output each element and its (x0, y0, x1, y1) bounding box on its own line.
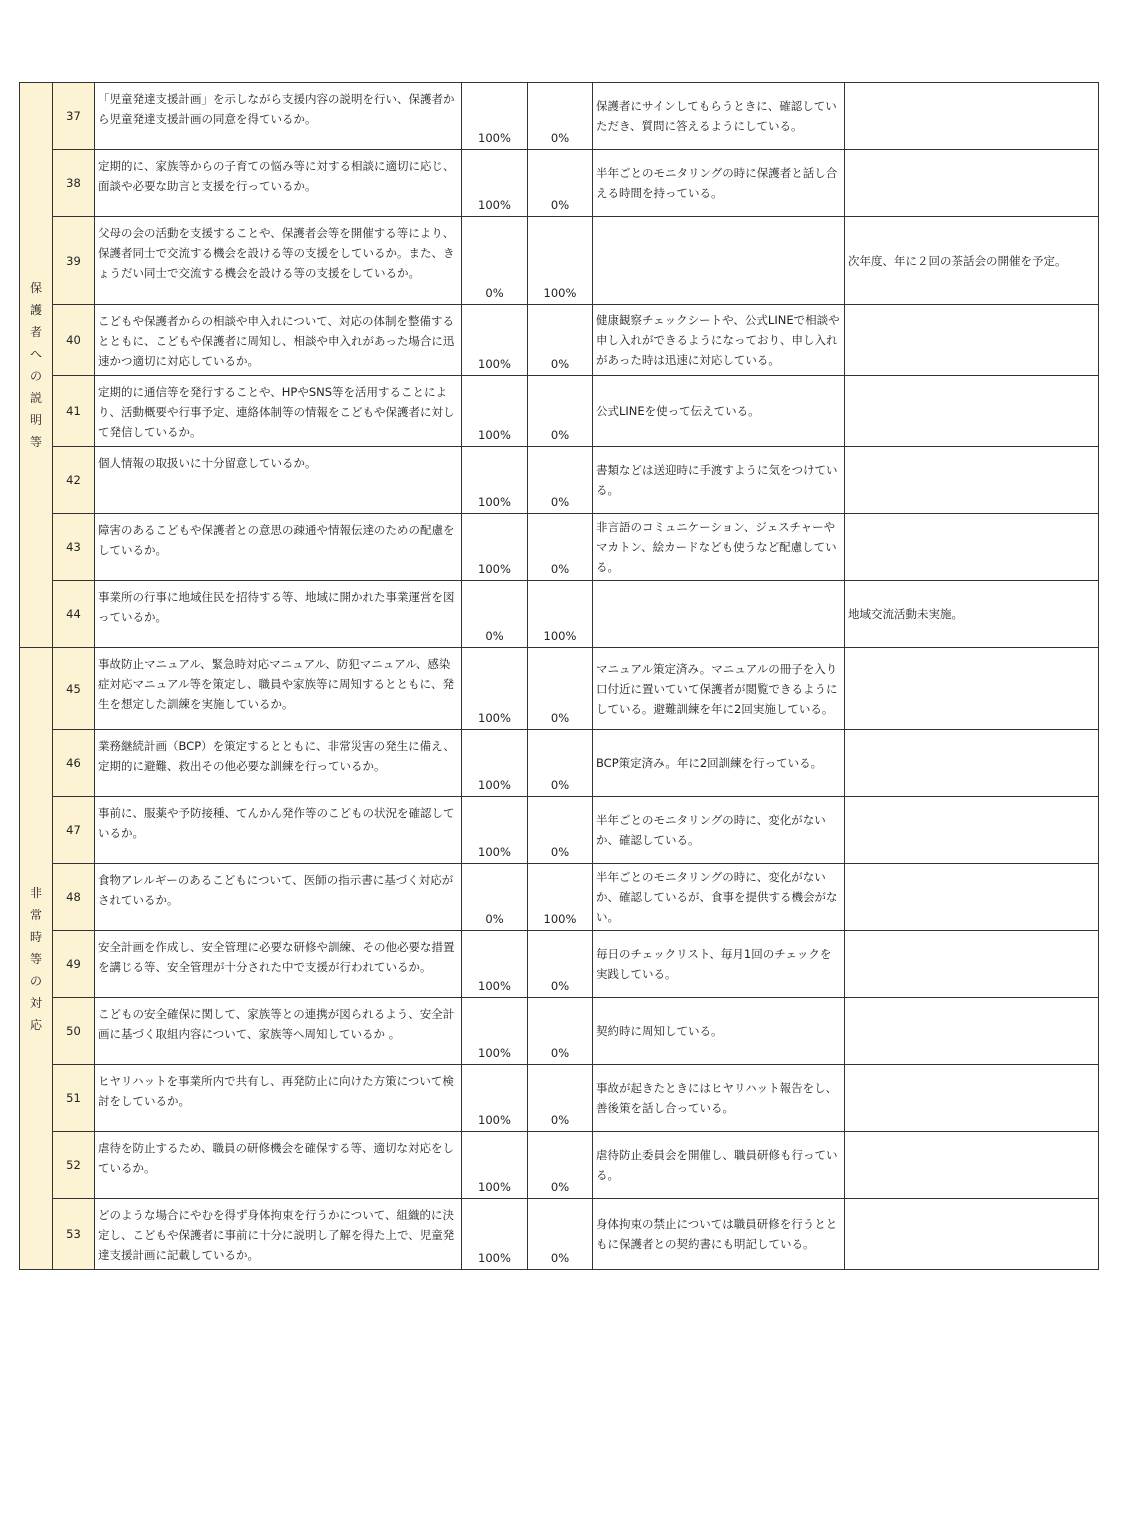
yes-percentage: 100% (462, 1065, 528, 1132)
status-note: 身体拘束の禁止については職員研修を行うとともに保護者との契約書にも明記している。 (593, 1199, 845, 1270)
item-number: 47 (53, 797, 95, 864)
item-number: 52 (53, 1132, 95, 1199)
improvement-plan (845, 514, 1099, 581)
improvement-plan (845, 797, 1099, 864)
improvement-plan (845, 305, 1099, 376)
no-percentage: 100% (528, 581, 593, 648)
table-row (20, 447, 1099, 514)
table-body (20, 83, 1099, 1270)
no-percentage: 0% (528, 1065, 593, 1132)
yes-percentage: 100% (462, 998, 528, 1065)
item-number: 43 (53, 514, 95, 581)
no-percentage: 0% (528, 797, 593, 864)
status-note: 半年ごとのモニタリングの時に、変化がないか、確認しているが、食事を提供する機会がない。 (593, 864, 845, 931)
improvement-plan (845, 83, 1099, 150)
improvement-plan (845, 447, 1099, 514)
improvement-plan: 地域交流活動未実施。 (845, 581, 1099, 648)
no-percentage: 0% (528, 305, 593, 376)
question-text: 個人情報の取扱いに十分留意しているか。 (95, 447, 462, 514)
yes-percentage: 100% (462, 931, 528, 998)
item-number: 42 (53, 447, 95, 514)
table-row (20, 150, 1099, 217)
no-percentage: 0% (528, 514, 593, 581)
table-row (20, 1199, 1099, 1270)
question-text: 定期的に、家族等からの子育ての悩み等に対する相談に適切に応じ、面談や必要な助言と支援を行っているか。 (95, 150, 462, 217)
no-percentage: 0% (528, 150, 593, 217)
status-note: 保護者にサインしてもらうときに、確認していただき、質問に答えるようにしている。 (593, 83, 845, 150)
status-note: 毎日のチェックリスト、毎月1回のチェックを実践している。 (593, 931, 845, 998)
item-number: 38 (53, 150, 95, 217)
question-text: 定期的に通信等を発行することや、HPやSNS等を活用することにより、活動概要や行事予定、連絡体制等の情報をこどもや保護者に対して発信しているか。 (95, 376, 462, 447)
question-text: 「児童発達支援計画」を示しながら支援内容の説明を行い、保護者から児童発達支援計画の同意を得ているか。 (95, 83, 462, 150)
item-number: 51 (53, 1065, 95, 1132)
no-percentage: 100% (528, 864, 593, 931)
table-row (20, 217, 1099, 305)
status-note (593, 217, 845, 305)
no-percentage: 0% (528, 376, 593, 447)
improvement-plan (845, 730, 1099, 797)
yes-percentage: 100% (462, 305, 528, 376)
table-row (20, 83, 1099, 150)
table-row (20, 1065, 1099, 1132)
category-cell (20, 648, 53, 1270)
question-text: 虐待を防止するため、職員の研修機会を確保する等、適切な対応をしているか。 (95, 1132, 462, 1199)
table-row (20, 998, 1099, 1065)
table-row (20, 648, 1099, 730)
improvement-plan (845, 998, 1099, 1065)
status-note (593, 581, 845, 648)
question-text: 事業所の行事に地域住民を招待する等、地域に開かれた事業運営を図っているか。 (95, 581, 462, 648)
item-number: 46 (53, 730, 95, 797)
no-percentage: 0% (528, 447, 593, 514)
yes-percentage: 100% (462, 1132, 528, 1199)
item-number: 39 (53, 217, 95, 305)
question-text: 事故防止マニュアル、緊急時対応マニュアル、防犯マニュアル、感染症対応マニュアル等を策定し、職員や家族等に周知するとともに、発生を想定した訓練を実施しているか。 (95, 648, 462, 730)
table-row (20, 931, 1099, 998)
yes-percentage: 100% (462, 83, 528, 150)
table-row (20, 305, 1099, 376)
category-cell (20, 83, 53, 648)
no-percentage: 100% (528, 217, 593, 305)
question-text: こどもや保護者からの相談や申入れについて、対応の体制を整備するとともに、こどもや保護者に周知し、相談や申入れがあった場合に迅速かつ適切に対応しているか。 (95, 305, 462, 376)
improvement-plan (845, 648, 1099, 730)
item-number: 53 (53, 1199, 95, 1270)
status-note: 書類などは送迎時に手渡すように気をつけている。 (593, 447, 845, 514)
item-number: 48 (53, 864, 95, 931)
no-percentage: 0% (528, 931, 593, 998)
status-note: 公式LINEを使って伝えている。 (593, 376, 845, 447)
improvement-plan (845, 376, 1099, 447)
improvement-plan (845, 864, 1099, 931)
improvement-plan: 次年度、年に２回の茶話会の開催を予定。 (845, 217, 1099, 305)
question-text: 障害のあるこどもや保護者との意思の疎通や情報伝達のための配慮をしているか。 (95, 514, 462, 581)
yes-percentage: 100% (462, 376, 528, 447)
question-text: 業務継続計画（BCP）を策定するとともに、非常災害の発生に備え、定期的に避難、救出その他必要な訓練を行っているか。 (95, 730, 462, 797)
no-percentage: 0% (528, 1132, 593, 1199)
improvement-plan (845, 1132, 1099, 1199)
no-percentage: 0% (528, 648, 593, 730)
yes-percentage: 100% (462, 797, 528, 864)
improvement-plan (845, 1065, 1099, 1132)
item-number: 37 (53, 83, 95, 150)
question-text: ヒヤリハットを事業所内で共有し、再発防止に向けた方策について検討をしているか。 (95, 1065, 462, 1132)
table-row (20, 864, 1099, 931)
category-label: 非常時等の対応 (29, 885, 42, 1032)
question-text: 食物アレルギーのあるこどもについて、医師の指示書に基づく対応がされているか。 (95, 864, 462, 931)
yes-percentage: 0% (462, 581, 528, 648)
status-note: BCP策定済み。年に2回訓練を行っている。 (593, 730, 845, 797)
question-text: 父母の会の活動を支援することや、保護者会等を開催する等により、保護者同士で交流する機会を設ける等の支援をしているか。また、きょうだい同士で交流する機会を設ける等の支援をしているか。 (95, 217, 462, 305)
status-note: 半年ごとのモニタリングの時に保護者と話し合える時間を持っている。 (593, 150, 845, 217)
table-row (20, 797, 1099, 864)
status-note: 健康観察チェックシートや、公式LINEで相談や申し入れができるようになっており、申し入れがあった時は迅速に対応している。 (593, 305, 845, 376)
table-row (20, 376, 1099, 447)
yes-percentage: 100% (462, 447, 528, 514)
question-text: どのような場合にやむを得ず身体拘束を行うかについて、組織的に決定し、こどもや保護者に事前に十分に説明し了解を得た上で、児童発達支援計画に記載しているか。 (95, 1199, 462, 1270)
status-note: 事故が起きたときにはヒヤリハット報告をし、善後策を話し合っている。 (593, 1065, 845, 1132)
yes-percentage: 100% (462, 730, 528, 797)
no-percentage: 0% (528, 730, 593, 797)
improvement-plan (845, 931, 1099, 998)
status-note: 契約時に周知している。 (593, 998, 845, 1065)
yes-percentage: 100% (462, 150, 528, 217)
question-text: こどもの安全確保に関して、家族等との連携が図られるよう、安全計画に基づく取組内容について、家族等へ周知しているか 。 (95, 998, 462, 1065)
table-row (20, 730, 1099, 797)
status-note: 半年ごとのモニタリングの時に、変化がないか、確認している。 (593, 797, 845, 864)
yes-percentage: 0% (462, 864, 528, 931)
category-label: 保護者への説明等 (29, 281, 42, 449)
item-number: 49 (53, 931, 95, 998)
yes-percentage: 100% (462, 514, 528, 581)
improvement-plan (845, 1199, 1099, 1270)
item-number: 44 (53, 581, 95, 648)
status-note: 非言語のコミュニケーション、ジェスチャーやマカトン、絵カードなども使うなど配慮している。 (593, 514, 845, 581)
improvement-plan (845, 150, 1099, 217)
status-note: マニュアル策定済み。マニュアルの冊子を入り口付近に置いていて保護者が閲覧できるようにしている。避難訓練を年に2回実施している。 (593, 648, 845, 730)
question-text: 事前に、服薬や予防接種、てんかん発作等のこどもの状況を確認しているか。 (95, 797, 462, 864)
yes-percentage: 100% (462, 648, 528, 730)
evaluation-table (19, 82, 1099, 1270)
table-row (20, 514, 1099, 581)
yes-percentage: 100% (462, 1199, 528, 1270)
item-number: 40 (53, 305, 95, 376)
item-number: 41 (53, 376, 95, 447)
status-note: 虐待防止委員会を開催し、職員研修も行っている。 (593, 1132, 845, 1199)
yes-percentage: 0% (462, 217, 528, 305)
question-text: 安全計画を作成し、安全管理に必要な研修や訓練、その他必要な措置を講じる等、安全管理が十分された中で支援が行われているか。 (95, 931, 462, 998)
no-percentage: 0% (528, 83, 593, 150)
no-percentage: 0% (528, 998, 593, 1065)
table-row (20, 581, 1099, 648)
table-row (20, 1132, 1099, 1199)
no-percentage: 0% (528, 1199, 593, 1270)
item-number: 45 (53, 648, 95, 730)
item-number: 50 (53, 998, 95, 1065)
